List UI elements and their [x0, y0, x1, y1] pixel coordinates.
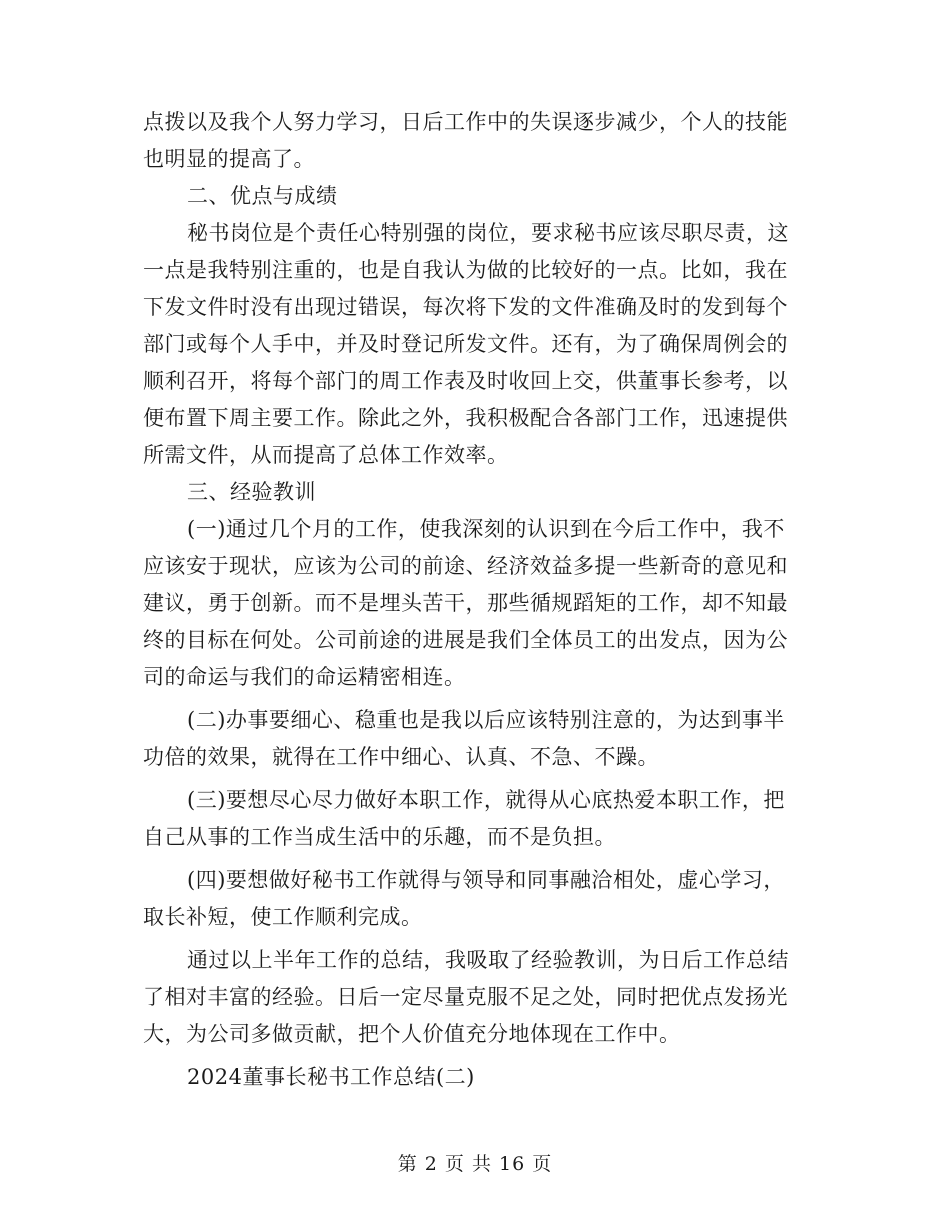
text-line: 通过以上半年工作的总结，我吸取了经验教训，为日后工作总结	[187, 948, 789, 972]
section-heading: 二、优点与成绩	[187, 184, 338, 208]
text-line: 应该安于现状，应该为公司的前途、经济效益多提一些新奇的意见和	[143, 554, 788, 578]
text-line: 自己从事的工作当成生活中的乐趣，而不是负担。	[143, 825, 616, 849]
text-line: 便布置下周主要工作。除此之外，我积极配合各部门工作，迅速提供	[143, 406, 788, 430]
text-line: 取长补短，使工作顺利完成。	[143, 905, 423, 929]
text-line: 下发文件时没有出现过错误，每次将下发的文件准确及时的发到每个	[143, 295, 788, 319]
text-line: (一)通过几个月的工作，使我深刻的认识到在今后工作中，我不	[187, 517, 785, 541]
text-line: (二)办事要细心、稳重也是我以后应该特别注意的，为达到事半	[187, 708, 785, 732]
text-line: (三)要想尽心尽力做好本职工作，就得从心底热爱本职工作，把	[187, 788, 785, 812]
text-line: 点拨以及我个人努力学习，日后工作中的失误逐步减少，个人的技能	[143, 110, 788, 134]
text-line: 顺利召开，将每个部门的周工作表及时收回上交，供董事长参考，以	[143, 369, 788, 393]
text-line: 了相对丰富的经验。日后一定尽量克服不足之处，同时把优点发扬光	[143, 985, 788, 1009]
text-line: 建议，勇于创新。而不是埋头苦干，那些循规蹈矩的工作，却不知最	[143, 591, 788, 615]
document-subtitle: 2024董事长秘书工作总结(二)	[187, 1065, 475, 1089]
text-line: 终的目标在何处。公司前途的进展是我们全体员工的出发点，因为公	[143, 628, 788, 652]
text-line: (四)要想做好秘书工作就得与领导和同事融洽相处，虚心学习，	[187, 868, 785, 892]
text-line: 司的命运与我们的命运精密相连。	[143, 665, 466, 689]
section-heading: 三、经验教训	[187, 480, 316, 504]
text-line: 功倍的效果，就得在工作中细心、认真、不急、不躁。	[143, 745, 659, 769]
text-line: 一点是我特别注重的，也是自我认为做的比较好的一点。比如，我在	[143, 258, 788, 282]
text-line: 部门或每个人手中，并及时登记所发文件。还有，为了确保周例会的	[143, 332, 788, 356]
text-line: 秘书岗位是个责任心特别强的岗位，要求秘书应该尽职尽责，这	[187, 221, 789, 245]
text-line: 所需文件，从而提高了总体工作效率。	[143, 443, 509, 467]
text-line: 大，为公司多做贡献，把个人价值充分地体现在工作中。	[143, 1022, 681, 1046]
text-line: 也明显的提高了。	[143, 147, 315, 171]
document-body	[143, 104, 798, 1096]
page-number: 第 2 页 共 16 页	[397, 1153, 553, 1175]
